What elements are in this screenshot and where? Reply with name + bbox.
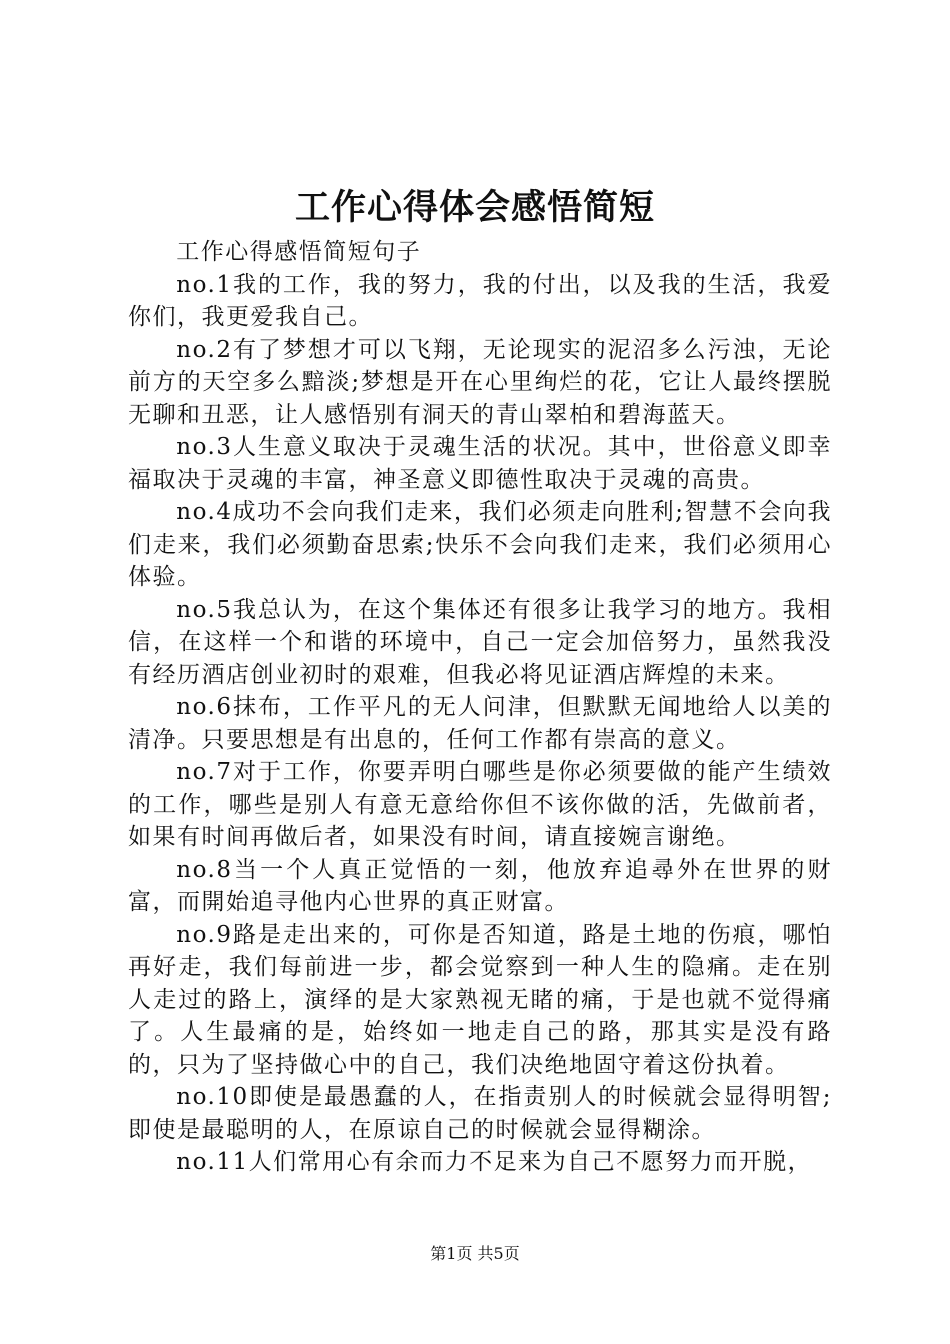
paragraph: no.9路是走出来的，可你是否知道，路是土地的伤痕，哪怕再好走，我们每前进一步，都会觉察到一种人生的隐痛。走在别人走过的路上，演绎的是大家熟视无睹的痛，于是也就不觉得痛了。人生最痛的是，始终如一地走自己的路，那其实是没有路的，只为了坚持做心中的自己，我们决绝地固守着这份执着。 <box>128 921 832 1078</box>
paragraph: no.1我的工作，我的努力，我的付出，以及我的生活，我爱你们，我更爱我自己。 <box>128 271 832 330</box>
subtitle: 工作心得感悟简短句子 <box>176 239 422 265</box>
paragraph: no.3人生意义取决于灵魂生活的状况。其中，世俗意义即幸福取决于灵魂的丰富，神圣意义即德性取决于灵魂的高贵。 <box>128 434 832 493</box>
paragraph: no.8当一个人真正觉悟的一刻，他放弃追尋外在世界的财富，而開始追寻他内心世界的真正财富。 <box>128 856 832 915</box>
paragraph: no.2有了梦想才可以飞翔，无论现实的泥沼多么污浊，无论前方的天空多么黯淡;梦想是开在心里绚烂的花，它让人最终摆脱无聊和丑恶，让人感悟别有洞天的青山翠柏和碧海蓝天。 <box>128 336 832 428</box>
document-body <box>128 236 832 1179</box>
paragraph: no.6抹布，工作平凡的无人问津，但默默无闻地给人以美的清净。只要思想是有出息的，任何工作都有崇高的意义。 <box>128 694 832 753</box>
paragraph: no.11人们常用心有余而力不足来为自己不愿努力而开脱， <box>176 1149 813 1175</box>
paragraph: no.7对于工作，你要弄明白哪些是你必须要做的能产生绩效的工作，哪些是别人有意无意给你但不该你做的活，先做前者，如果有时间再做后者，如果没有时间，请直接婉言谢绝。 <box>128 759 832 850</box>
page-title: 工作心得体会感悟简短 <box>294 187 655 228</box>
paragraph: no.4成功不会向我们走来，我们必须走向胜利;智慧不会向我们走来，我们必须勤奋思索;快乐不会向我们走来，我们必须用心体验。 <box>128 499 832 590</box>
paragraph: no.10即使是最愚蠢的人，在指责别人的时候就会显得明智;即使是最聪明的人，在原谅自己的时候就会显得糊涂。 <box>128 1084 832 1143</box>
paragraph: no.5我总认为，在这个集体还有很多让我学习的地方。我相信，在这样一个和谐的环境中，自己一定会加倍努力，虽然我没有经历酒店创业初时的艰难，但我必将见证酒店辉煌的未来。 <box>128 596 832 688</box>
page-footer: 第1页 共5页 <box>430 1244 520 1263</box>
